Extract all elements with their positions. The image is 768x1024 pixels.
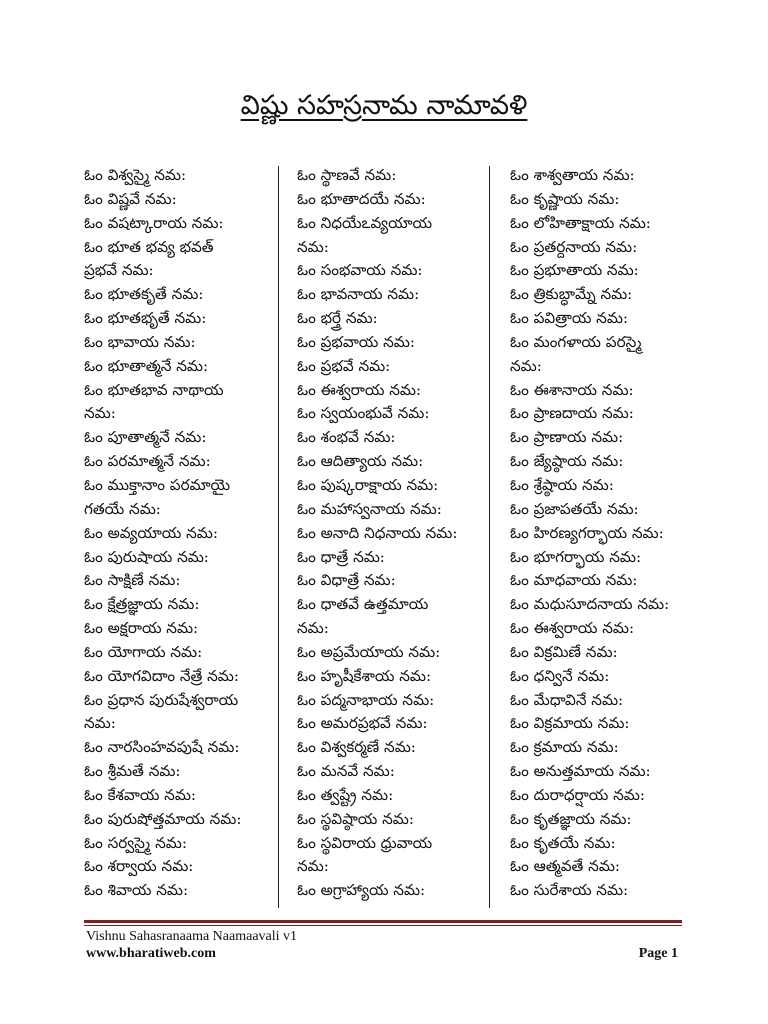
name-entry: నమ: bbox=[297, 237, 329, 256]
footer-divider-thin bbox=[84, 925, 682, 926]
name-entry: ఓం అనుత్తమాయ నమ: bbox=[510, 762, 651, 781]
name-entry: ఓం అగ్రాహ్యాయ నమ: bbox=[297, 881, 426, 900]
name-entry: ఓం కృతయే నమ: bbox=[510, 833, 616, 852]
name-entry: ఓం ధాత్రే నమ: bbox=[297, 547, 385, 566]
name-entry: నమ: bbox=[84, 714, 116, 733]
name-entry: ఓం కృతజ్ఞాయ నమ: bbox=[510, 809, 632, 828]
name-entry: ఓం శాశ్వతాయ నమ: bbox=[510, 166, 635, 184]
name-entry: ఓం పుష్కరాక్షాయ నమ: bbox=[297, 475, 439, 494]
name-entry: ఓం కేశవాయ నమ: bbox=[84, 785, 197, 804]
name-entry: నమ: bbox=[84, 404, 116, 423]
name-column-2 bbox=[297, 164, 485, 903]
name-entry: ఓం స్వయంభువే నమ: bbox=[297, 404, 430, 423]
name-entry: ఓం పవిత్రాయ నమ: bbox=[510, 309, 629, 328]
name-entry: ఓం మాధవాయ నమ: bbox=[510, 571, 638, 590]
footer-divider bbox=[84, 920, 682, 923]
name-entry: ఓం హృషీకేశాయ నమ: bbox=[297, 666, 432, 685]
name-entry: నమ: bbox=[510, 356, 542, 375]
name-entry: ఓం భూగర్భాయ నమ: bbox=[510, 547, 642, 566]
name-entry: ఓం క్రమాయ నమ: bbox=[510, 738, 619, 757]
name-entry: ఓం అమరప్రభవే నమ: bbox=[297, 714, 428, 733]
name-entry: ఓం విశ్వకర్మణే నమ: bbox=[297, 738, 416, 757]
name-column-3 bbox=[510, 164, 680, 903]
name-entry: ఓం మేధావినే నమ: bbox=[510, 690, 624, 709]
name-entry: ఓం వషట్కారాయ నమ: bbox=[84, 213, 224, 232]
column-divider bbox=[489, 166, 490, 908]
name-entry: ఓం సాక్షిణే నమ: bbox=[84, 571, 181, 590]
name-entry: ఓం అనాది నిధనాయ నమ: bbox=[297, 523, 458, 542]
name-entry: ఓం శివాయ నమ: bbox=[84, 881, 189, 900]
name-entry: ఓం భూతభావ నాథాయ bbox=[84, 380, 224, 399]
name-entry: ఓం ఈశ్వరాయ నమ: bbox=[510, 619, 635, 638]
name-entry: ఓం ప్రభవే నమ: bbox=[297, 356, 391, 375]
name-entry: ఓం అవ్యయాయ నమ: bbox=[84, 523, 218, 542]
name-entry: ఓం శ్రీమతే నమ: bbox=[84, 762, 181, 781]
name-entry: ఓం ఈశానాయ నమ: bbox=[510, 380, 634, 399]
name-entry: ఓం ప్రాణదాయ నమ: bbox=[510, 404, 634, 423]
name-entry: ఓం స్థవిష్ఠాయ నమ: bbox=[297, 809, 414, 828]
name-entry: ఓం లోహితాక్షాయ నమ: bbox=[510, 213, 651, 232]
name-entry: ఓం భర్త్రే నమ: bbox=[297, 309, 378, 328]
name-entry: ఓం భూతాదయే నమ: bbox=[297, 189, 426, 208]
name-entry: ఓం యోగాయ నమ: bbox=[84, 642, 203, 661]
name-entry: ఓం భూతకృతే నమ: bbox=[84, 285, 204, 304]
name-entry: ఓం భూతభృతే నమ: bbox=[84, 309, 207, 328]
name-entry: ఓం మంగళాయ పరస్మై bbox=[510, 332, 642, 351]
page-number: Page 1 bbox=[638, 946, 678, 961]
name-entry: ఓం ధాతవే ఉత్తమాయ bbox=[297, 595, 429, 614]
name-entry: ఓం ప్రజాపతయే నమ: bbox=[510, 499, 639, 518]
name-entry: నమ: bbox=[297, 857, 329, 876]
name-entry: ఓం ప్రధాన పురుషేశ్వరాయ bbox=[84, 690, 239, 709]
name-entry: ఓం ప్రతర్దనాయ నమ: bbox=[510, 237, 638, 256]
name-entry: ఓం విక్రమాయ నమ: bbox=[510, 714, 630, 733]
name-entry: ఓం భూతాత్మనే నమ: bbox=[84, 356, 209, 375]
name-entry: ఓం జ్యేష్ఠాయ నమ: bbox=[510, 452, 624, 471]
name-entry: ఓం అప్రమేయాయ నమ: bbox=[297, 642, 441, 661]
footer-title: Vishnu Sahasranaama Naamaavali v1 bbox=[86, 929, 298, 944]
name-entry: ఓం పురుషోత్తమాయ నమ: bbox=[84, 809, 242, 828]
document-title: విష్ణు సహస్రనామ నామావళి bbox=[240, 90, 528, 121]
name-entry: ఓం అక్షరాయ నమ: bbox=[84, 619, 199, 638]
name-entry: ఓం సర్వస్మై నమ: bbox=[84, 833, 187, 852]
name-entry: ఓం ముక్తానాం పరమాయై bbox=[84, 475, 231, 494]
name-entry: ఓం హిరణ్యగర్భాయ నమ: bbox=[510, 523, 664, 542]
name-entry: ఓం విధాత్రే నమ: bbox=[297, 571, 396, 590]
name-entry: నమ: bbox=[297, 619, 329, 638]
name-entry: ఓం శంభవే నమ: bbox=[297, 428, 396, 447]
name-entry: ఓం క్షేత్రజ్ఞాయ నమ: bbox=[84, 595, 200, 614]
column-divider bbox=[278, 166, 279, 908]
name-entry: ఓం మహాస్వనాయ నమ: bbox=[297, 499, 442, 518]
name-entry: ఓం పూతాత్మనే నమ: bbox=[84, 428, 207, 447]
name-entry: ఓం పద్మనాభాయ నమ: bbox=[297, 690, 435, 709]
name-entry: ఓం సురేశాయ నమ: bbox=[510, 881, 629, 900]
name-entry: ఓం ఈశ్వరాయ నమ: bbox=[297, 380, 422, 399]
name-entry: ఓం త్వష్ట్రే నమ: bbox=[297, 785, 394, 804]
name-entry: ఓం స్థవిరాయ ధ్రువాయ bbox=[297, 833, 433, 852]
name-entry: ఓం విశ్వస్మై నమ: bbox=[84, 166, 187, 184]
name-entry: ఓం నారసింహవపుషే నమ: bbox=[84, 738, 240, 757]
name-entry: ఓం పురుషాయ నమ: bbox=[84, 547, 209, 566]
name-entry: గతయే నమ: bbox=[84, 499, 161, 518]
name-entry: ఓం మధుసూదనాయ నమ: bbox=[510, 595, 670, 614]
name-entry: ఓం భావనాయ నమ: bbox=[297, 285, 420, 304]
name-entry: ఓం విష్ణవే నమ: bbox=[84, 189, 177, 208]
footer-url: www.bharatiweb.com bbox=[86, 946, 216, 961]
name-entry: ఓం ప్రభూతాయ నమ: bbox=[510, 261, 639, 280]
name-entry: ఓం శ్రేష్ఠాయ నమ: bbox=[510, 475, 614, 494]
name-entry: ఓం పరమాత్మనే నమ: bbox=[84, 452, 211, 471]
name-entry: ఓం నిధయేఽవ్యయాయ bbox=[297, 213, 433, 232]
name-entry: ఓం ప్రభవాయ నమ: bbox=[297, 332, 415, 351]
name-entry: ఓం విక్రమిణే నమ: bbox=[510, 642, 618, 661]
name-entry: ఓం సంభవాయ నమ: bbox=[297, 261, 423, 280]
name-entry: ఓం శర్వాయ నమ: bbox=[84, 857, 194, 876]
name-column-1 bbox=[84, 164, 272, 903]
name-entry: ప్రభవే నమ: bbox=[84, 261, 154, 280]
name-entry: ఓం మనవే నమ: bbox=[297, 762, 395, 781]
name-entry: ఓం ధన్వినే నమ: bbox=[510, 666, 610, 685]
name-entry: ఓం ప్రాణాయ నమ: bbox=[510, 428, 624, 447]
name-entry: ఓం దురాధర్షాయ నమ: bbox=[510, 785, 645, 804]
name-entry: ఓం స్థాణవే నమ: bbox=[297, 166, 397, 184]
name-entry: ఓం భావాయ నమ: bbox=[84, 332, 196, 351]
name-entry: ఓం ఆత్మవతే నమ: bbox=[510, 857, 621, 876]
name-entry: ఓం కృష్ణాయ నమ: bbox=[510, 189, 620, 208]
name-entry: ఓం త్రికుబ్ధామ్నే నమ: bbox=[510, 285, 633, 304]
name-entry: ఓం ఆదిత్యాయ నమ: bbox=[297, 452, 424, 471]
name-entry: ఓం యోగవిదాం నేత్రే నమ: bbox=[84, 666, 239, 685]
name-entry: ఓం భూత భవ్య భవత్ bbox=[84, 237, 214, 256]
